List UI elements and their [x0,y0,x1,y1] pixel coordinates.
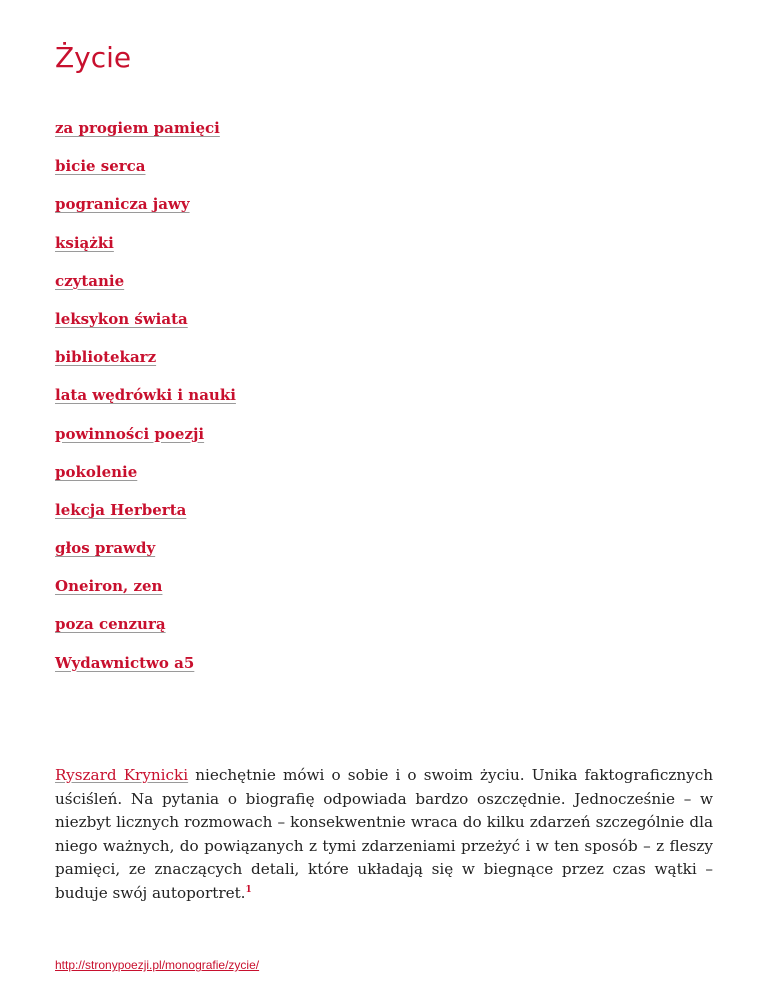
toc-item [55,423,236,461]
page-title: Życie [55,41,132,74]
source-url-link[interactable]: http://stronypoezji.pl/monografie/zycie/ [55,958,260,972]
toc-link-leksykon-swiata[interactable]: leksykon świata [55,309,188,328]
toc-link-bicie-serca[interactable]: bicie serca [55,157,146,176]
author-link[interactable]: Ryszard Krynicki [55,766,189,784]
toc-link-lekcja-herberta[interactable]: lekcja Herberta [55,500,187,519]
toc-link-ksiazki[interactable]: książki [55,233,114,252]
toc-item [55,613,236,651]
bio-paragraph [55,764,713,906]
toc-link-lata-wedrowki[interactable]: lata wędrówki i nauki [55,386,236,405]
toc-link-powinnosci-poezji[interactable]: powinności poezji [55,424,205,443]
toc-item [55,155,236,193]
toc-item [55,537,236,575]
table-of-contents [55,117,236,690]
toc-item [55,575,236,613]
toc-link-pokolenie[interactable]: pokolenie [55,462,138,481]
toc-link-wydawnictwo-a5[interactable]: Wydawnictwo a5 [55,653,195,672]
toc-link-glos-prawdy[interactable]: głos prawdy [55,539,156,558]
toc-item [55,193,236,231]
toc-link-poza-cenzura[interactable]: poza cenzurą [55,615,166,634]
toc-link-czytanie[interactable]: czytanie [55,271,125,290]
toc-link-za-progiem-pamieci[interactable]: za progiem pamięci [55,119,220,137]
toc-link-pogranicza-jawy[interactable]: pogranicza jawy [55,195,190,214]
toc-item [55,117,236,155]
toc-item [55,384,236,422]
toc-item [55,499,236,537]
toc-item [55,346,236,384]
footnote-reference[interactable]: 1 [245,884,252,895]
toc-link-oneiron-zen[interactable]: Oneiron, zen [55,577,163,596]
toc-link-bibliotekarz[interactable]: bibliotekarz [55,348,157,367]
toc-item [55,461,236,499]
bio-text: niechętnie mówi o sobie i o swoim życiu. Unika faktograficznych uściśleń. Na pytania o biografię odpowiada bardzo oszczędnie. Jednocześnie – w niezbyt licznych rozmowach – konsekwentnie wraca do kilku zdarzeń szczególnie dla niego ważnych, do powiązanych z tymi zdarzeniami przeżyć i w ten sposób – z fleszy pamięci, ze znaczących detali, które układają się w biegnące przez czas wątki – buduje swój autoportret. [55,766,713,902]
toc-item [55,308,236,346]
toc-item [55,652,236,690]
toc-item [55,270,236,308]
toc-item [55,232,236,270]
